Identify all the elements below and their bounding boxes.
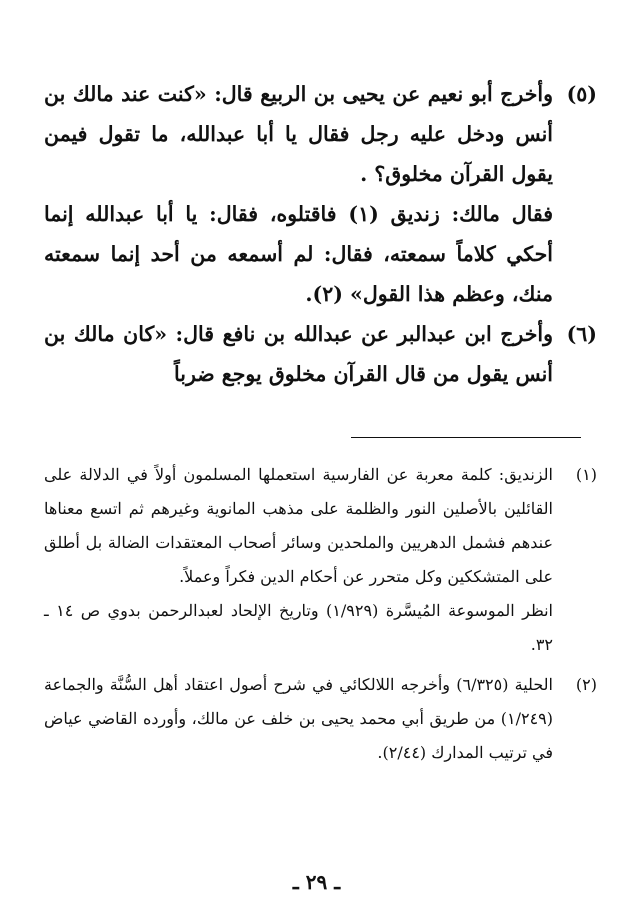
footnote-number: (١)	[575, 465, 597, 484]
item-number: (٦)	[566, 322, 597, 346]
footnote-continuation: انظر الموسوعة المُيسَّرة (١/٩٢٩) وتاريخ الإلحاد لعبدالرحمن بدوي ص ١٤ ـ ٣٢.	[44, 601, 553, 654]
footnote-number: (٢)	[575, 675, 597, 694]
item-text: وأخرج أبو نعيم عن يحيى بن الربيع قال: «كنت عند مالك بن أنس ودخل عليه رجل فقال يا أبا عبدالله، ما تقول فيمن يقول القرآن مخلوق؟ .	[44, 82, 553, 186]
footnote-text: الحلية (٦/٣٢٥) وأخرجه اللالكائي في شرح أصول اعتقاد أهل السُّنَّة والجماعة (١/٢٤٩) من طريق أبي محمد يحيى بن خلف عن مالك، وأورده القاضي عياض في ترتيب المدارك (٢/٤٤).	[44, 675, 554, 762]
footnote-2	[44, 668, 597, 770]
page-number: ـ ٢٩ ـ	[292, 870, 341, 894]
item-continuation: فقال مالك: زنديق (١) فاقتلوه، فقال: يا أبا عبدالله إنما أحكي كلاماً سمعته، فقال: لم أسمعه من أحد إنما سمعته منك، وعظم هذا القول» (٢).	[44, 202, 553, 306]
item-text: وأخرج ابن عبدالبر عن عبدالله بن نافع قال: «كان مالك بن أنس يقول من قال القرآن مخلوق يوجع ضرباً	[44, 322, 553, 386]
numbered-item-6	[44, 314, 597, 394]
item-number: (٥)	[566, 82, 597, 106]
footnotes	[44, 458, 597, 770]
footnote-text: الزنديق: كلمة معربة عن الفارسية استعملها المسلمون أولاً في الدلالة على القائلين بالأصلين النور والظلمة على مذهب المانوية وغيرهم ثم اتسع معناها عندهم فشمل الدهريين والملحدين وسائر أصحاب المعتقدات الضالة بل أطلق على المتشككين وكل متحرر عن أحكام الدين فكراً وعملاً.	[44, 465, 553, 586]
footnote-separator	[351, 437, 581, 438]
footnote-1	[44, 458, 597, 594]
main-text	[44, 74, 597, 394]
numbered-item-5	[44, 74, 597, 194]
